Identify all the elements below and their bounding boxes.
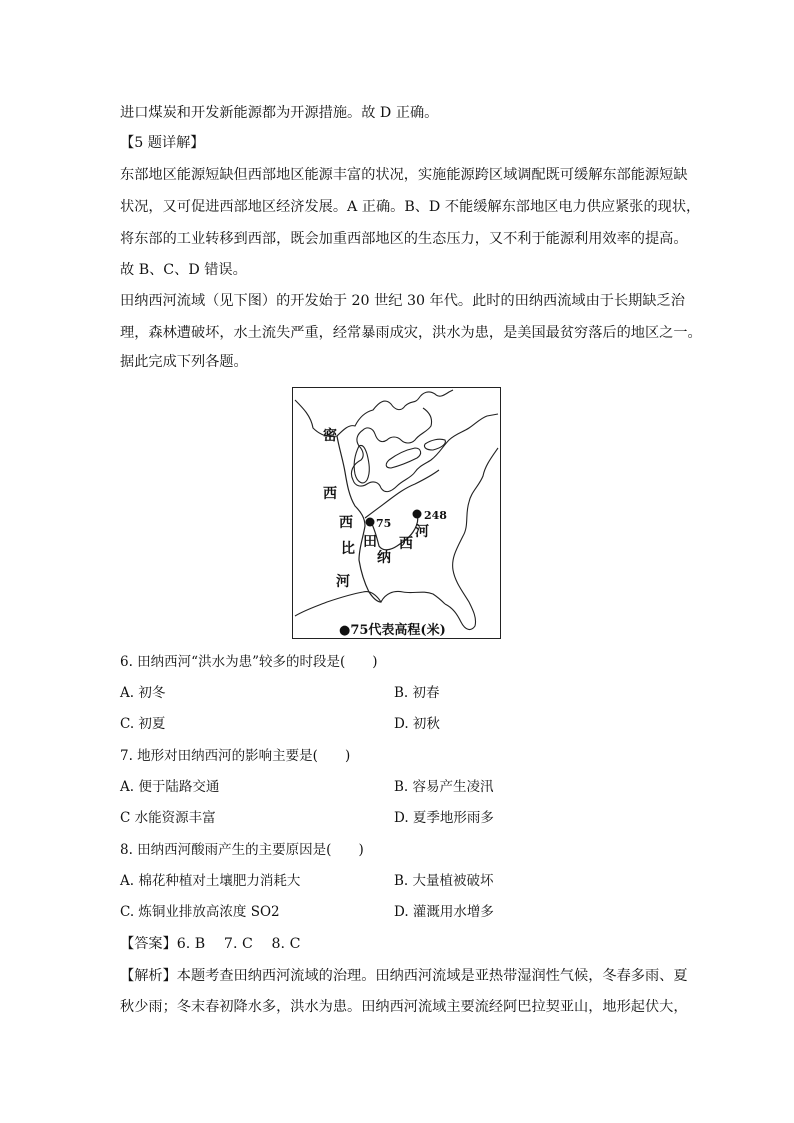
text-line: 据此完成下列各题。	[120, 354, 248, 370]
point-75-marker	[366, 518, 375, 527]
text-line: 进口煤炭和开发新能源都为开源措施。故 D 正确。	[120, 105, 439, 121]
answer-line: 【答案】6. B 7. C 8. C	[120, 936, 301, 952]
text-line: 理，森林遭破坏，水土流失严重，经常暴雨成灾，洪水为患，是美国最贫穷落后的地区之一。	[120, 325, 702, 341]
option-a: A. 棉花种植对土壤肥力消耗大	[120, 873, 301, 889]
option-c: C 水能资源丰富	[120, 810, 216, 826]
map-drawing	[293, 388, 499, 637]
section-heading: 【5 题详解】	[120, 135, 205, 151]
point-248-label: 248	[424, 509, 447, 522]
option-a: A. 初冬	[120, 685, 166, 701]
lake-erie	[386, 448, 420, 468]
text-line: 故 B、C、D 错误。	[120, 262, 247, 278]
mississippi-label-char: 比	[341, 541, 355, 557]
question-stem: 7. 地形对田纳西河的影响主要是( )	[120, 748, 351, 764]
gulf-coast	[295, 591, 445, 616]
option-d: D. 夏季地形雨多	[394, 810, 494, 826]
point-75-label: 75	[376, 517, 392, 530]
tennessee-label-char: 河	[415, 524, 429, 540]
option-a: A. 便于陆路交通	[120, 779, 220, 795]
option-b: B. 大量植被破坏	[394, 873, 494, 889]
text-line: 状况，又可促进西部地区经济发展。A 正确。B、D 不能缓解东部地区电力供应紧张的现状，	[120, 199, 701, 215]
mississippi-label-char: 河	[336, 574, 350, 590]
text-line: 田纳西河流域（见下图）的开发始于 20 世纪 30 年代。此时的田纳西流域由于长期缺乏治	[120, 293, 685, 309]
analysis-line: 【解析】本题考查田纳西河流域的治理。田纳西河流域是亚热带湿润性气候，冬春多雨、夏	[120, 968, 688, 984]
lake-michigan	[354, 445, 369, 482]
question-stem: 8. 田纳西河酸雨产生的主要原因是( )	[120, 842, 364, 858]
mississippi-label-char: 西	[323, 486, 337, 502]
mississippi-label-char: 密	[323, 428, 337, 444]
point-248-marker	[413, 510, 422, 519]
text-line: 东部地区能源短缺但西部地区能源丰富的状况，实施能源跨区域调配既可缓解东部能源短缺	[120, 167, 688, 183]
mississippi-label-char: 西	[339, 515, 353, 531]
tennessee-label-char: 西	[399, 536, 413, 552]
option-c: C. 初夏	[120, 716, 166, 732]
tennessee-label-char: 田	[363, 534, 377, 550]
option-c: C. 炼铜业排放高浓度 SO2	[120, 904, 280, 920]
question-stem: 6. 田纳西河“洪水为患”较多的时段是( )	[120, 654, 378, 670]
tennessee-river-map	[292, 387, 501, 639]
option-d: D. 初秋	[394, 716, 440, 732]
text-line: 将东部的工业转移到西部，既会加重西部地区的生态压力，又不利于能源利用效率的提高。	[120, 231, 688, 247]
atlantic-coast	[445, 448, 498, 629]
option-b: B. 容易产生凌汛	[394, 779, 494, 795]
tennessee-label-char: 纳	[377, 550, 391, 566]
option-b: B. 初春	[394, 685, 440, 701]
map-legend: ●75代表高程(米)	[339, 623, 446, 637]
option-d: D. 灌溉用水增多	[394, 904, 494, 920]
analysis-line: 秋少雨；冬末春初降水多，洪水为患。田纳西河流域主要流经阿巴拉契亚山，地形起伏大，	[120, 999, 688, 1015]
